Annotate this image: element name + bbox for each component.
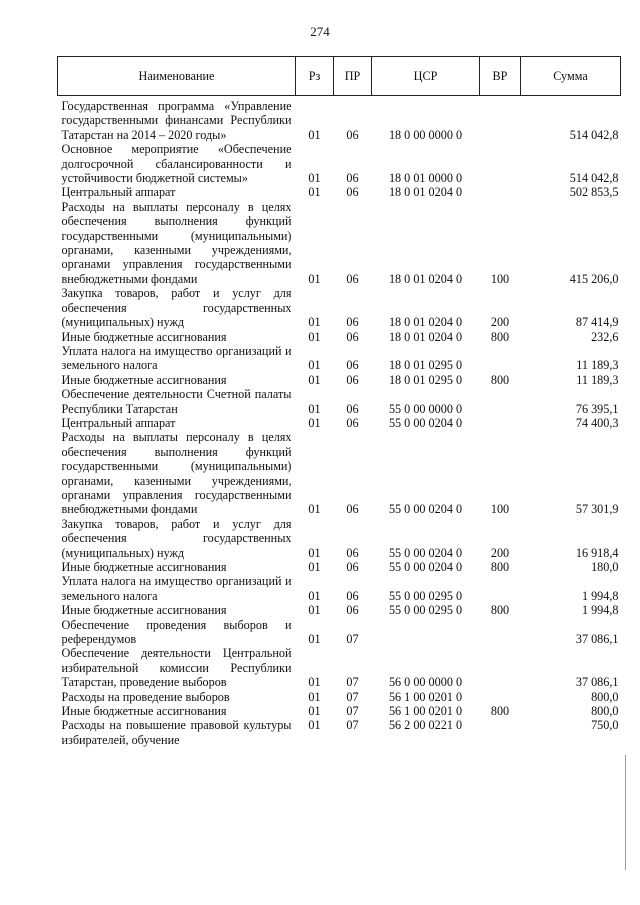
header-csr: ЦСР (372, 57, 480, 96)
table-row (58, 430, 621, 516)
table-row (58, 286, 621, 329)
cell-csr: 18 0 01 0204 0 (388, 185, 463, 200)
cell-rz: 01 (308, 401, 321, 416)
cell-sum: 11 189,3 (576, 372, 619, 387)
cell-csr: 55 0 00 0204 0 (388, 415, 463, 430)
cell-name: Центральный аппарат (61, 185, 176, 200)
cell-pr: 06 (346, 315, 359, 330)
cell-sum: 37 086,1 (575, 632, 619, 647)
cell-name: Расходы на выплаты персоналу в целях обеспечения выполнения функций государственными (муниципальными) органами, казенными учреждениями, органами управления государственными внебюджетными фондами (61, 430, 292, 517)
budget-table (57, 56, 621, 747)
cell-vr (480, 574, 521, 603)
cell-pr: 07 (346, 704, 359, 719)
page-edge-line (625, 755, 626, 870)
cell-sum: 800,0 (591, 704, 619, 719)
cell-vr (480, 690, 521, 704)
cell-name: Закупка товаров, работ и услуг для обеспечения государственных (муниципальных) нужд (61, 286, 292, 330)
cell-pr: 06 (346, 401, 359, 416)
cell-pr: 06 (346, 545, 359, 560)
page-number: 274 (310, 24, 330, 39)
table-row (58, 646, 621, 689)
cell-csr: 56 1 00 0201 0 (388, 704, 463, 719)
cell-sum: 76 395,1 (575, 401, 619, 416)
cell-csr: 55 0 00 0204 0 (388, 560, 463, 574)
cell-name: Иные бюджетные ассигнования (61, 329, 227, 344)
cell-pr: 06 (346, 171, 359, 186)
cell-csr (372, 618, 480, 647)
cell-rz: 01 (308, 372, 321, 387)
cell-vr: 100 (490, 271, 510, 286)
cell-csr: 18 0 01 0000 0 (388, 171, 463, 186)
cell-csr: 18 0 01 0204 0 (388, 315, 463, 330)
cell-sum: 180,0 (591, 560, 619, 574)
cell-vr: 100 (490, 502, 510, 517)
table-row (58, 373, 621, 387)
cell-sum: 87 414,9 (575, 315, 619, 330)
cell-pr: 06 (346, 372, 359, 387)
table-row (58, 200, 621, 286)
cell-rz: 01 (308, 632, 321, 647)
cell-sum: 514 042,8 (569, 171, 619, 186)
cell-sum: 750,0 (591, 718, 619, 733)
cell-sum: 415 206,0 (569, 271, 619, 286)
cell-sum: 16 918,4 (575, 545, 619, 560)
cell-csr: 56 1 00 0201 0 (388, 689, 463, 704)
table-row (58, 718, 621, 747)
cell-name: Уплата налога на имущество организаций и земельного налога (61, 574, 292, 603)
cell-name: Центральный аппарат (61, 415, 176, 430)
cell-pr: 06 (346, 588, 359, 603)
cell-vr (480, 96, 521, 143)
cell-csr: 55 0 00 0295 0 (388, 603, 463, 618)
table-row (58, 618, 621, 647)
table-body (58, 96, 621, 748)
cell-name: Расходы на проведение выборов (61, 689, 230, 704)
table-row (58, 560, 621, 574)
cell-sum: 232,6 (591, 329, 619, 344)
cell-vr (480, 387, 521, 416)
table-row (58, 96, 621, 143)
cell-rz: 01 (308, 315, 321, 330)
cell-vr: 200 (490, 545, 510, 560)
cell-sum: 514 042,8 (569, 127, 619, 142)
cell-rz: 01 (308, 502, 321, 517)
cell-vr: 800 (490, 372, 510, 387)
cell-csr: 55 0 00 0295 0 (388, 588, 463, 603)
cell-vr (480, 185, 521, 199)
cell-rz: 01 (308, 689, 321, 704)
cell-sum: 11 189,3 (576, 358, 619, 373)
cell-name: Государственная программа «Управление государственными финансами Республики Татарстан на 2014 – 2020 годы» (61, 99, 292, 142)
cell-name: Иные бюджетные ассигнования (61, 704, 227, 719)
cell-csr: 18 0 01 0204 0 (388, 271, 463, 286)
cell-sum: 37 086,1 (575, 675, 619, 690)
cell-name: Закупка товаров, работ и услуг для обеспечения государственных (муниципальных) нужд (61, 516, 292, 560)
cell-pr: 06 (346, 271, 359, 286)
cell-csr: 55 0 00 0000 0 (388, 401, 463, 416)
cell-sum: 1 994,8 (581, 588, 619, 603)
cell-rz: 01 (308, 415, 321, 430)
header-rz: Рз (296, 57, 334, 96)
table-header-row (58, 57, 621, 96)
table-row (58, 344, 621, 373)
cell-sum: 1 994,8 (581, 603, 619, 618)
cell-csr: 18 0 00 0000 0 (388, 127, 463, 142)
table-row (58, 517, 621, 560)
cell-csr: 18 0 01 0295 0 (388, 358, 463, 373)
cell-pr: 06 (346, 415, 359, 430)
cell-pr: 07 (346, 632, 359, 647)
cell-vr (480, 646, 521, 689)
cell-name: Основное мероприятие «Обеспечение долгосрочной сбалансированности и устойчивости бюджетной системы» (61, 142, 292, 186)
cell-vr (480, 142, 521, 185)
cell-rz: 01 (308, 588, 321, 603)
table-row (58, 704, 621, 718)
cell-vr: 800 (490, 704, 510, 719)
cell-sum: 502 853,5 (569, 185, 619, 200)
cell-name: Обеспечение деятельности Счетной палаты Республики Татарстан (61, 387, 292, 416)
table-row (58, 330, 621, 344)
cell-vr: 800 (490, 329, 510, 344)
cell-pr: 07 (346, 689, 359, 704)
table-row (58, 574, 621, 603)
cell-rz: 01 (308, 185, 321, 200)
cell-pr: 06 (346, 603, 359, 618)
cell-rz: 01 (308, 171, 321, 186)
cell-vr (480, 718, 521, 747)
cell-vr: 800 (490, 560, 510, 574)
cell-rz: 01 (308, 329, 321, 344)
cell-rz: 01 (308, 675, 321, 690)
cell-pr: 06 (346, 502, 359, 517)
cell-name: Обеспечение проведения выборов и референдумов (61, 617, 292, 647)
cell-name: Расходы на выплаты персоналу в целях обеспечения выполнения функций государственными (муниципальными) органами, казенными учреждениями, органами управления государственными внебюджетными фондами (61, 199, 292, 286)
cell-pr: 06 (346, 560, 359, 574)
cell-rz: 01 (308, 358, 321, 373)
cell-name: Уплата налога на имущество организаций и земельного налога (61, 343, 292, 373)
table-row (58, 603, 621, 617)
cell-name: Иные бюджетные ассигнования (61, 560, 227, 574)
cell-csr: 56 2 00 0221 0 (388, 718, 463, 733)
cell-name: Иные бюджетные ассигнования (61, 372, 227, 387)
cell-pr: 06 (346, 329, 359, 344)
table-row (58, 185, 621, 199)
cell-vr (480, 618, 521, 647)
table-row (58, 142, 621, 185)
cell-name: Обеспечение деятельности Центральной избирательной комиссии Республики Татарстан, проведение выборов (61, 646, 292, 690)
cell-rz: 01 (308, 271, 321, 286)
header-pr: ПР (334, 57, 372, 96)
cell-csr: 18 0 01 0204 0 (388, 329, 463, 344)
cell-csr: 55 0 00 0204 0 (388, 502, 463, 517)
cell-csr: 18 0 01 0295 0 (388, 372, 463, 387)
cell-pr: 06 (346, 127, 359, 142)
cell-vr: 200 (490, 315, 510, 330)
table-row (58, 387, 621, 416)
cell-name: Иные бюджетные ассигнования (61, 603, 227, 618)
header-vr: ВР (480, 57, 521, 96)
cell-rz: 01 (308, 704, 321, 719)
cell-rz: 01 (308, 127, 321, 142)
cell-csr: 55 0 00 0204 0 (388, 545, 463, 560)
cell-vr (480, 416, 521, 430)
cell-csr: 56 0 00 0000 0 (388, 675, 463, 690)
table-row (58, 416, 621, 430)
cell-vr: 800 (490, 603, 510, 618)
cell-name: Расходы на повышение правовой культуры избирателей, обучение (61, 718, 292, 747)
cell-pr: 06 (346, 185, 359, 200)
cell-pr: 07 (346, 718, 359, 733)
cell-vr (480, 344, 521, 373)
cell-sum: 57 301,9 (575, 502, 619, 517)
cell-rz: 01 (308, 718, 321, 733)
table-row (58, 690, 621, 704)
header-sum: Сумма (521, 57, 621, 96)
cell-pr: 07 (346, 675, 359, 690)
cell-rz: 01 (308, 603, 321, 618)
cell-rz: 01 (308, 545, 321, 560)
header-name: Наименование (58, 57, 296, 96)
cell-sum: 800,0 (591, 689, 619, 704)
cell-sum: 74 400,3 (575, 415, 619, 430)
cell-pr: 06 (346, 358, 359, 373)
cell-rz: 01 (308, 560, 321, 574)
